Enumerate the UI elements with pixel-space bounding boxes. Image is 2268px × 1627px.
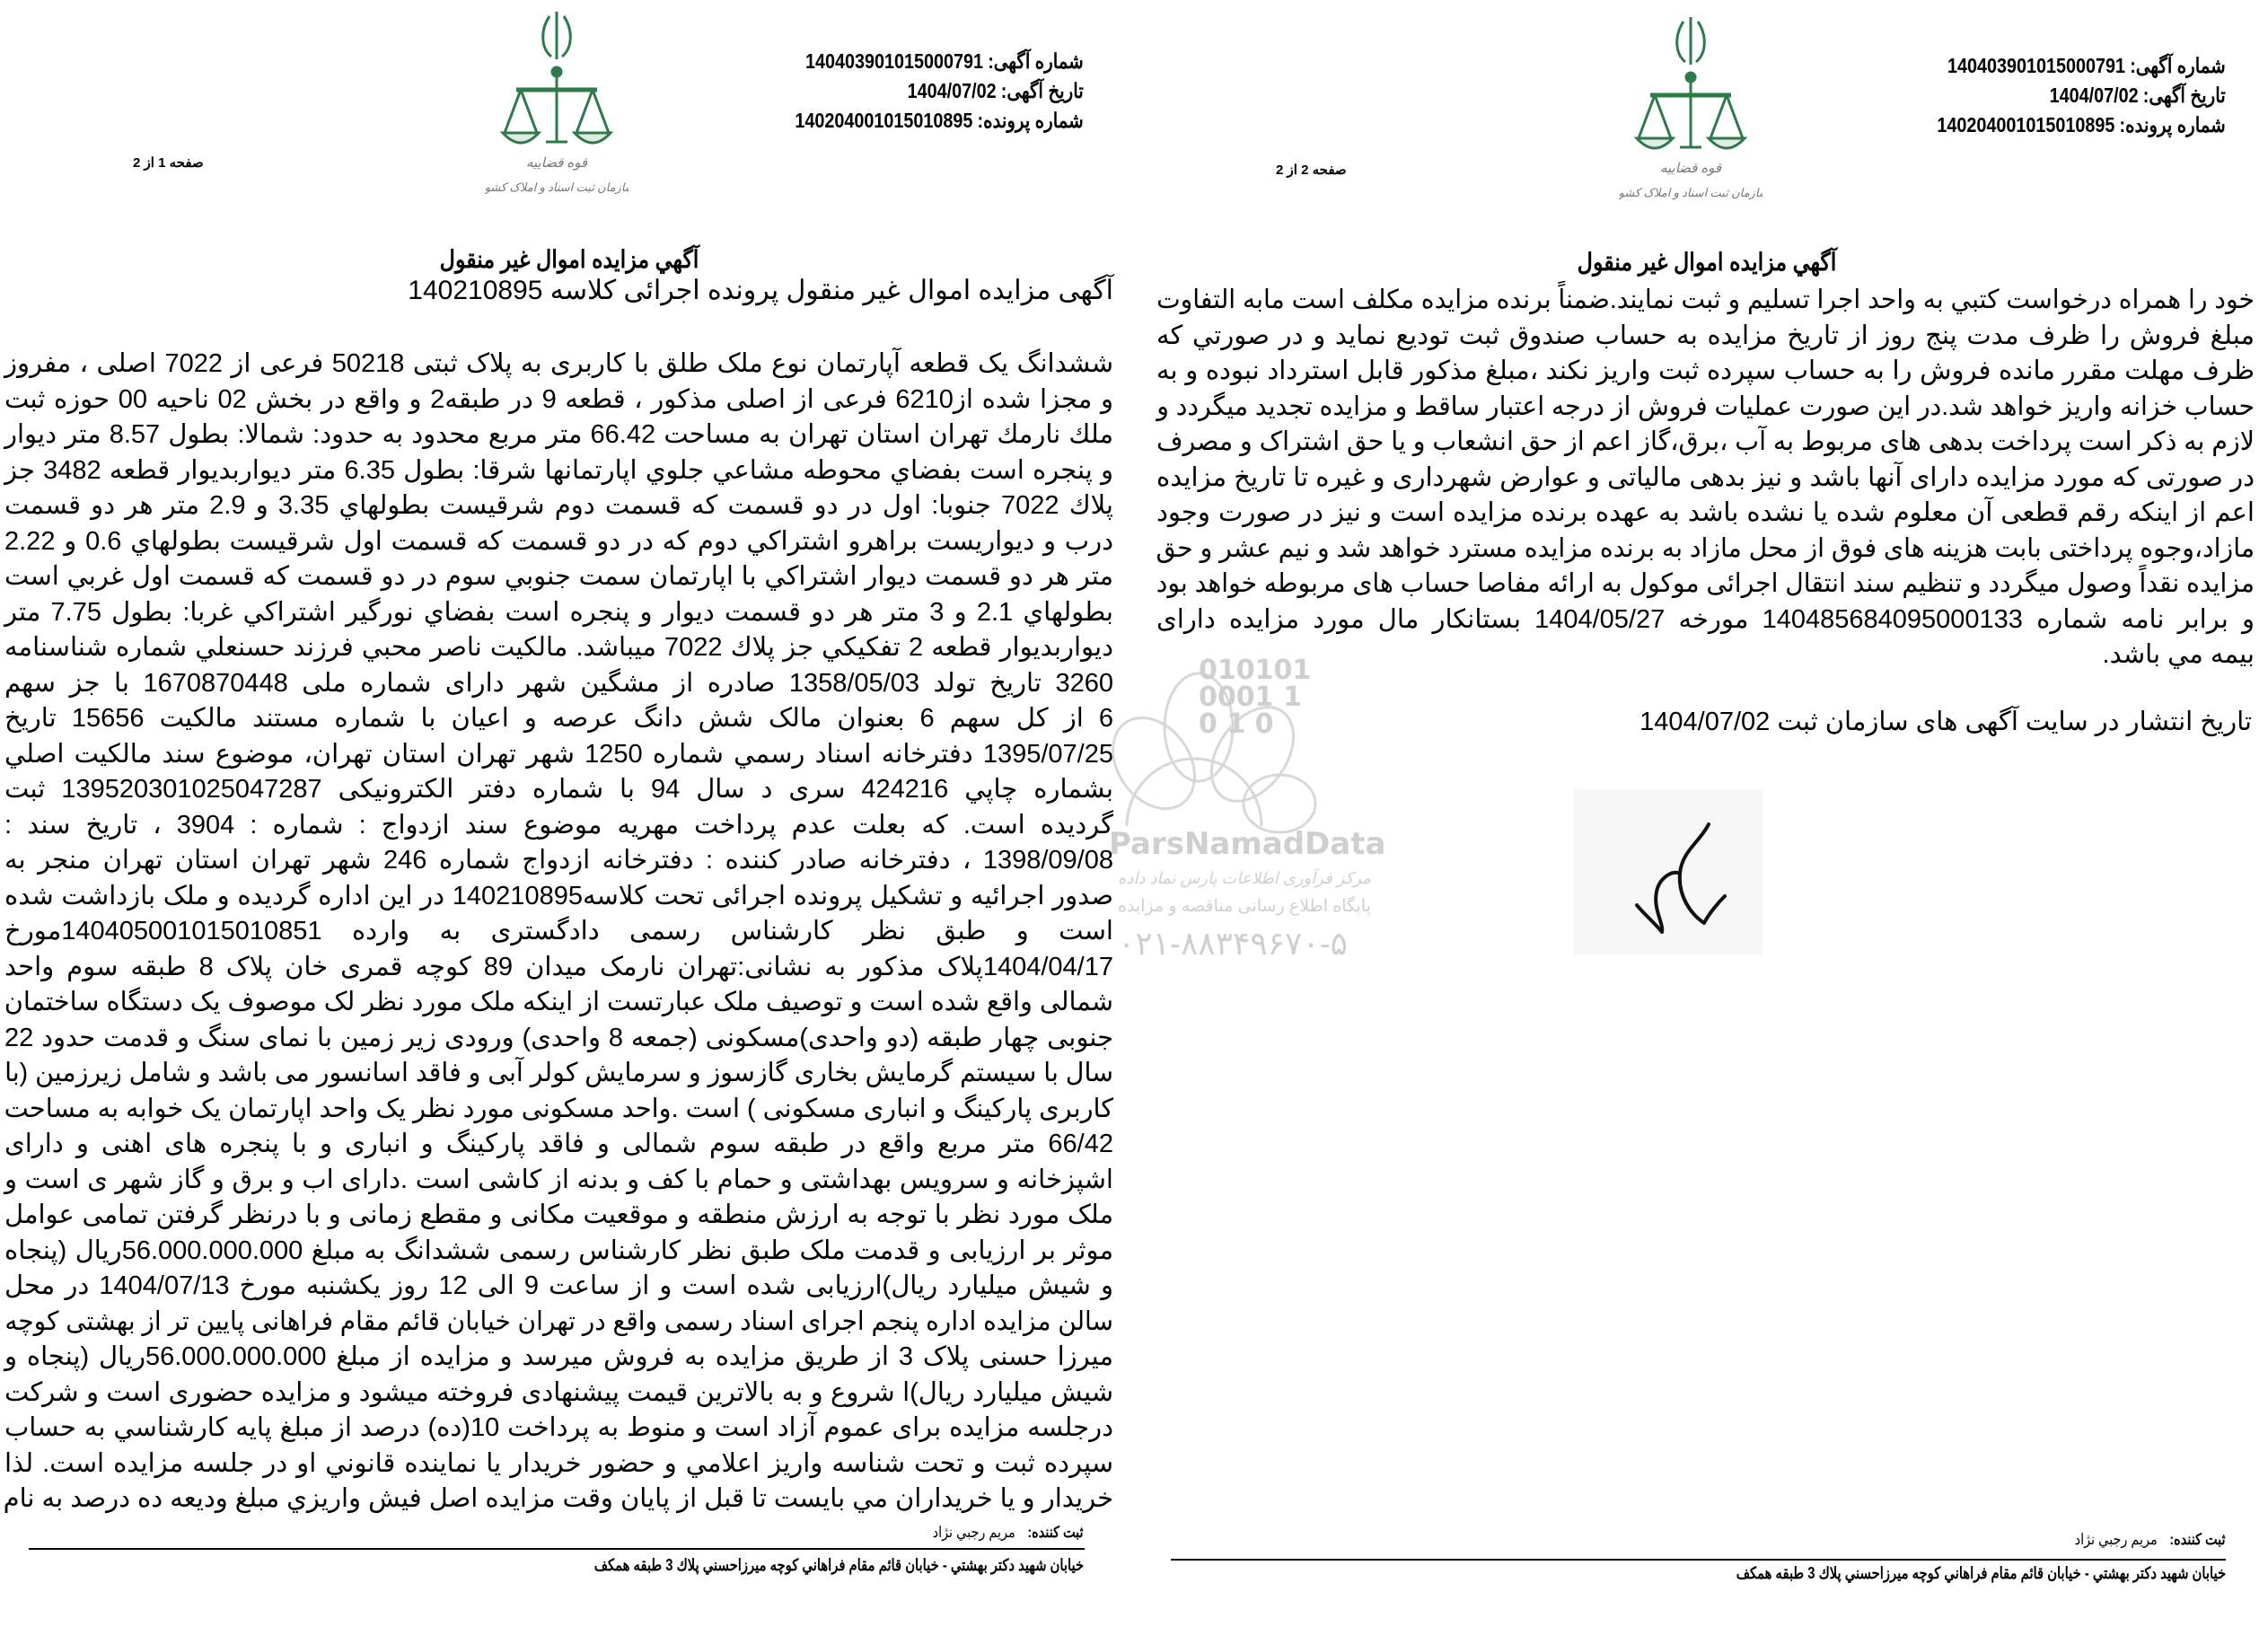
body-text-line: گرديده است. که بعلت عدم پرداخت مهریه موضوع سند ازدواج : شماره : 3904 ، تاريخ سند : <box>4 810 1113 840</box>
ad-number-label: شماره آگهی: <box>988 49 1084 73</box>
judiciary-emblem-logo <box>485 7 629 200</box>
ad-date-label: تاريخ آگهی: <box>2143 84 2226 107</box>
body-text-line: ملک مورد نظر با توجه به ارزش منطقه و موقعیت مکانی و مقطع زمانی و با درنظر گرفتن تمامی عوامل <box>4 1200 1113 1229</box>
file-number-row <box>796 106 1084 136</box>
body-text-line: سپرده ثبت و تحت شناسه واريز اعلامي و حضور خريدار يا نماينده قانوني او در جلسه مزايده است. لذا <box>4 1448 1113 1478</box>
ad-date-row <box>1938 81 2226 110</box>
notice-subtitle: آگهی مزایده اموال غیر منقول پرونده اجرائی کلاسه 140210895 <box>408 276 1113 305</box>
body-text-line: است و طبق نظر کارشناس رسمی دادگستری به وارده 140405001015010851مورخ <box>4 917 1113 945</box>
ad-date-row <box>796 76 1084 106</box>
body-text-line: بيمه مي باشد. <box>2102 640 2255 669</box>
body-text-line: موثر بر ارزیابی و قدمت ملک طبق نظر کارشناس رسمی ششدانگ به مبلغ 56.000.000.000ریال (پنجاه <box>4 1236 1113 1265</box>
body-text-line: ششدانگ يک قطعه آپارتمان نوع ملک طلق با کاربری به پلاک ثبتی 50218 فرعی از 7022 اصلی ، مفروز <box>4 349 1113 378</box>
emblem-caption: سازمان ثبت اسناد و املاک کشور <box>485 180 629 194</box>
body-text-line: و برابر نامه شماره 140485684095000133 مورخه 1404/05/27 بستانكار مال مورد مزايده دارای <box>1156 604 2255 634</box>
watermark-text: پایگاه اطلاع رسانی مناقصه و مزایده <box>1118 897 1371 916</box>
body-text-line: صدور اجرائیه و تشکیل پرونده اجرائی تحت کلاسه140210895 در این اداره گردیده و ملک بازداشت شده <box>4 881 1114 910</box>
body-text-line: کاربری پارکینگ و انباری مسکونی ) است .واحد مسکونی مورد نظر یک واحد اپارتمان یک خوابه به مساحت <box>4 1094 1113 1123</box>
body-text-line: و شیش میلیارد ریال)ارزیابی شده است و از ساعت 9 الی 12 روز یکشنبه مورخ 1404/07/13 در محل <box>4 1271 1113 1300</box>
body-text-line: سالن مزایده اداره پنجم اجرای اسناد رسمی واقع در تهران خیابان قائم مقام فراهانی پایین تر از بهشتی کوچه <box>4 1306 1114 1336</box>
body-text-line: شیش میلیارد ریال)ا شروع و به بالاترین قیمت پیشنهادی فروخته میشود و مزایده حضوری است و شرکت <box>4 1377 1113 1407</box>
body-text-line: پلاك 7022 جنوبا: اول در دو قسمت كه قسمت دوم شرقيست بطولهاي 3.35 و 2.9 متر هر دو قسمت <box>4 491 1113 520</box>
notice-page-2 <box>1134 0 2268 1627</box>
ad-number: 140403901015000791 <box>805 49 984 73</box>
office-address: خيابان شهيد دكتر بهشتي - خيابان قائم مقام فراهاني كوچه ميرزاحسني پلاك 3 طبقه همكف <box>593 1556 1084 1574</box>
watermark-text: مرکز فرآوری اطلاعات پارس نماد داده <box>1118 869 1371 887</box>
body-text-line: میرزا حسنی پلاک 3 از طریق مزایده به فروش میرسد و مزایده از مبلغ 56.000.000.000ریال (پنجاه و <box>4 1342 1113 1371</box>
body-text-line: خود را همراه درخواست کتبي به واحد اجرا تسليم و ثبت نمايند.ضمناً برنده مزايده مكلف است مابه التفاوت <box>1156 286 2255 314</box>
body-text-line: مزايده نقداً وصول ميگردد و تنظيم سند انتقال اجرائی موكول به ارائه مفاصا حساب های مربوطه خواهد بود <box>1156 569 2255 598</box>
registrar-label: ثبت کننده: <box>1027 1524 1084 1541</box>
body-text-line: ظرف مهلت مقرر مانده فروش را به حساب سپرده ثبت واريز نكند ،مبلغ مذكور قابل استرداد نبوده و به <box>1156 356 2255 385</box>
watermark-brand: ParsNamadData <box>1109 826 1386 862</box>
publication-date-line: تاريخ انتشار در سايت آگهی های سازمان ثبت 1404/07/02 <box>1639 708 2252 736</box>
watermark-phone: ۰۲۱-۸۸۳۴۹۶۷۰-۵ <box>1118 925 1349 962</box>
notice-title: آگهي مزايده اموال غير منقول <box>1577 249 1837 276</box>
file-number-label: شماره پرونده: <box>977 109 1084 132</box>
body-text-line: بطولهاي 2.1 و 3 متر هر دو قسمت ديوار و پنجره است بفضاي نورگير اشتراكي غربا: بطول 7.75 متر <box>4 597 1113 627</box>
emblem-caption: سازمان ثبت اسناد و املاک کشور <box>1619 186 1763 199</box>
emblem-caption: قوه قضاییه <box>1659 162 1722 176</box>
ad-date: 1404/07/02 <box>907 79 997 102</box>
notice-title: آگهي مزايده اموال غير منقول <box>439 246 699 273</box>
file-number: 140204001015010895 <box>795 109 973 132</box>
watermark-binary: 010101 0001 10 1 0 <box>1199 655 1312 740</box>
body-text-line: 6 از کل سهم 6 بعنوان مالک شش دانگ عرصه و اعيان با شماره مستند مالكيت 15656 تاريخ <box>4 704 1113 733</box>
body-text-line: ملك نارمك تهران استان تهران به مساحت 66.42 متر مربع محدود به حدود: شمالا: بطول 8.57 متر ديوار <box>4 420 1113 449</box>
body-text-line: شمالی واقع شده است و توصیف ملک عبارتست از اینکه ملک مورد نظر لک موصوف یک دستگاه ساختمان <box>4 988 1113 1016</box>
file-number: 140204001015010895 <box>1937 113 2115 136</box>
page-number-label: صفحه 2 از 2 <box>1276 163 1347 178</box>
body-text-line: اعم از اينكه رقم قطعی آن معلوم شده يا نشده باشد به عهده برنده مزايده است و نيز در صورت وجود <box>1156 498 2255 527</box>
body-text-line: بشماره چاپي 424216 سری د سال 94 با شماره دفتر الكترونيكى 139520301025047287 ثبت <box>4 775 1113 804</box>
ad-date: 1404/07/02 <box>2049 84 2139 107</box>
ad-number-row <box>796 47 1084 76</box>
signature-image <box>1574 788 1763 959</box>
body-text-line: و پنجره است بفضاي محوطه مشاعي جلوي اپارتمانها شرقا: بطول 6.35 متر ديواربديوار قطعه 3482 جز <box>4 455 1113 485</box>
notice-body <box>4 347 1113 1517</box>
registrar <box>933 1524 1084 1542</box>
body-text-line: حساب خزانه واريز خواهد شد.در اين صورت عمليات فروش از درجه اعتبار ساقط و مزايده تجديد ميگردد و <box>1156 391 2255 421</box>
body-text-line: 66/42 متر مربع واقع در طبقه سوم شمالی و فاقد پارکینگ و انباری و با پنجره های اهنی و دارای <box>4 1130 1113 1158</box>
body-text-line: متر هر دو قسمت ديوار اشتراكي با اپارتمان سمت جنوبي سوم در دو قسمت كه قسمت اول غربي است <box>4 562 1113 591</box>
ad-number: 140403901015000791 <box>1947 54 2126 77</box>
body-text-line: 1404/04/17پلاک مذکور به نشانی:تهران نارمک میدان 89 کوچه قمری خان پلاک 8 طبقه سوم واحد <box>4 952 1113 981</box>
body-text-line: خريدار و يا خريداران مي بايست تا قبل از پايان وقت مزايده اصل فيش واريزي مبلغ وديعه ده درصد به نام <box>3 1484 1113 1513</box>
body-text-line: 1395/07/25 دفترخانه اسناد رسمي شماره 1250 شهر تهران استان تهران، موضوع سند مالكيت اصلي <box>4 739 1113 769</box>
footer-divider <box>29 1548 1085 1550</box>
body-text-line: در صورتی كه مورد مزايده دارای آنها باشد و نيز بدهی مالياتی و عوارض شهرداری و غيره تا تاريخ مزايده <box>1156 462 2255 492</box>
footer-divider <box>1171 1559 2226 1561</box>
body-text-line: لازم به ذكر است پرداخت بدهی های مربوط به آب ،برق،گاز اعم از حق انشعاب و يا حق اشتراک و مصرف <box>1156 427 2255 456</box>
ad-date-label: تاريخ آگهی: <box>1001 79 1084 102</box>
body-text-line: سال با سیستم گرمایش بخاری گازسوز و سرمایش کولر آبی و فاقد اسانسور می باشد و شامل زیرزمین (با <box>4 1059 1114 1087</box>
notice-body <box>1156 283 2255 673</box>
registrar-label: ثبت کننده: <box>2169 1531 2226 1548</box>
page-number-label: صفحه 1 از 2 <box>133 155 204 171</box>
ad-header <box>1938 51 2226 140</box>
office-address: خيابان شهيد دكتر بهشتي - خيابان قائم مقام فراهاني كوچه ميرزاحسني پلاك 3 طبقه همكف <box>1736 1564 2226 1582</box>
ad-header <box>796 47 1084 136</box>
body-text-line: جنوبی چهار طبقه (دو واحدی)مسکونی (جمعه 8 واحدی) ورودی زیر زمین با نمای سنگ و قدمت حدود 22 <box>4 1023 1113 1052</box>
judiciary-emblem-logo <box>1619 13 1763 206</box>
body-text-line: درجلسه مزایده برای عموم آزاد است و منوط به پرداخت 10(ده) درصد از مبلغ پایه کارشناسي به حساب <box>4 1413 1113 1442</box>
body-text-line: ديواربديوار قطعه 2 تفكيكي جز پلاك 7022 ميباشد. مالكيت ناصر محبي فرزند حسنعلي شماره شناسنامه <box>4 633 1113 662</box>
registrar-name: مريم رجبي نژاد <box>933 1524 1016 1541</box>
body-text-line: و مجزا شده از6210 فرعی از اصلی مذکور ، قطعه 9 در طبقه2 و واقع در بخش 02 ناحيه 00 حوزه ثبت <box>4 384 1114 414</box>
ad-number-label: شماره آگهی: <box>2130 54 2226 77</box>
registrar-name: مريم رجبي نژاد <box>2075 1531 2158 1548</box>
body-text-line: درب و ديواريست براهرو اشتراكي دوم كه در دو قسمت كه قسمت اول شرقيست بطولهاي 0.6 و 2.22 <box>4 526 1113 556</box>
ad-number-row <box>1938 51 2226 81</box>
body-text-line: مازاد،وجوه پرداختی بابت هزينه های فوق از محل مازاد به برنده مزايده مسترد خواهد شد و نيم عشر و حق <box>1156 533 2255 563</box>
body-text-line: 1398/09/08 ، دفترخانه صادر کننده : دفترخانه ازدواج شماره 246 شهر تهران استان تهران منجر به <box>4 846 1113 875</box>
emblem-caption: قوه قضاییه <box>525 156 588 171</box>
registrar <box>2075 1531 2226 1549</box>
file-number-row <box>1938 110 2226 140</box>
body-text-line: مبلغ فروش را ظرف مدت پنج روز از تاريخ مزايده به حساب صندوق ثبت توديع نمايد و در صورتي كه <box>1156 321 2255 350</box>
file-number-label: شماره پرونده: <box>2119 113 2226 136</box>
body-text-line: اشپزخانه و سرویس بهداشتی و حمام با کف و بدنه از کاشی است .دارای اب و برق و گاز شهر ی است و <box>4 1165 1113 1194</box>
body-text-line: 3260 تاريخ تولد 1358/05/03 صادره از مشگين شهر داراى شماره ملى 1670870448 با جز سهم <box>4 668 1113 698</box>
